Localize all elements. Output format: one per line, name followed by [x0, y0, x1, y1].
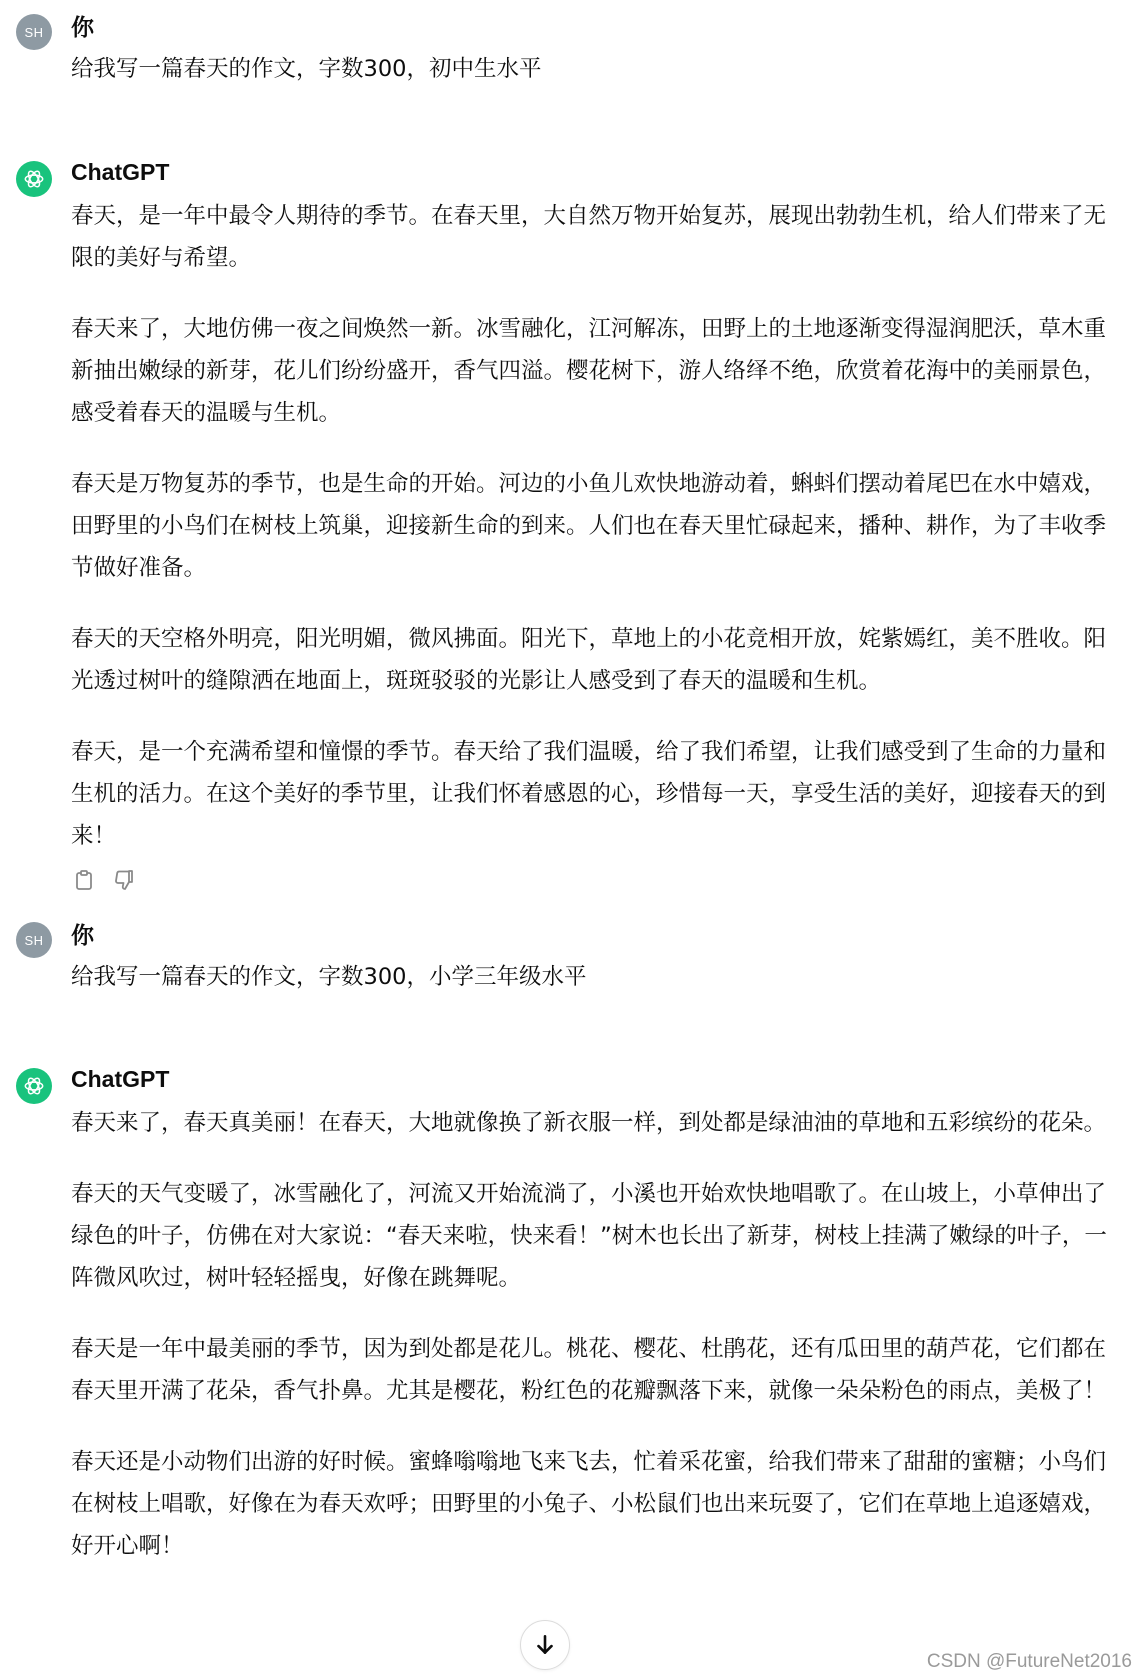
- user-message: [16, 14, 1108, 84]
- message-author: 你: [71, 14, 94, 40]
- message-body: [71, 48, 1108, 90]
- watermark: CSDN @FutureNet2016: [926, 1651, 1132, 1672]
- message-body: [71, 956, 1108, 998]
- message-author: 你: [71, 922, 94, 948]
- thumbs-down-icon: [112, 868, 136, 892]
- message-paragraph: 春天是一年中最美丽的季节，因为到处都是花儿。桃花、樱花、杜鹃花，还有瓜田里的葫芦花，它们都在春天里开满了花朵，香气扑鼻。尤其是樱花，粉红色的花瓣飘落下来，就像一朵朵粉色的雨点，美极了！: [71, 1336, 1107, 1404]
- chatgpt-logo-icon: [21, 166, 47, 192]
- thumbs-down-button[interactable]: [112, 868, 136, 892]
- scroll-to-bottom-button[interactable]: [520, 1620, 570, 1670]
- message-author: ChatGPT: [71, 1066, 170, 1092]
- message-actions: [72, 868, 136, 892]
- arrow-down-icon: [532, 1632, 558, 1658]
- user-message: [16, 922, 1108, 992]
- message-paragraph: 春天来了，大地仿佛一夜之间焕然一新。冰雪融化，江河解冻，田野上的土地逐渐变得湿润肥沃，草木重新抽出嫩绿的新芽，花儿们纷纷盛开，香气四溢。樱花树下，游人络绎不绝，欣赏着花海中的美丽景色，感受着春天的温暖与生机。: [71, 316, 1107, 426]
- assistant-avatar: [16, 161, 52, 197]
- chatgpt-logo-icon: [21, 1073, 47, 1099]
- message-author: ChatGPT: [71, 159, 170, 185]
- copy-button[interactable]: [72, 868, 96, 892]
- message-paragraph: 春天的天空格外明亮，阳光明媚，微风拂面。阳光下，草地上的小花竞相开放，姹紫嫣红，美不胜收。阳光透过树叶的缝隙洒在地面上，斑斑驳驳的光影让人感受到了春天的温暖和生机。: [71, 626, 1107, 694]
- message-paragraph: 春天，是一个充满希望和憧憬的季节。春天给了我们温暖，给了我们希望，让我们感受到了生命的力量和生机的活力。在这个美好的季节里，让我们怀着感恩的心，珍惜每一天，享受生活的美好，迎接春天的到来！: [71, 739, 1107, 849]
- message-body: [71, 1102, 1108, 1567]
- user-avatar: SH: [16, 14, 52, 50]
- message-paragraph: 给我写一篇春天的作文，字数300，初中生水平: [71, 56, 542, 82]
- message-paragraph: 春天是万物复苏的季节，也是生命的开始。河边的小鱼儿欢快地游动着，蝌蚪们摆动着尾巴在水中嬉戏，田野里的小鸟们在树枝上筑巢，迎接新生命的到来。人们也在春天里忙碌起来，播种、耕作，为了丰收季节做好准备。: [71, 471, 1107, 581]
- message-body: [71, 195, 1108, 857]
- message-paragraph: 春天，是一年中最令人期待的季节。在春天里，大自然万物开始复苏，展现出勃勃生机，给人们带来了无限的美好与希望。: [71, 203, 1107, 271]
- copy-icon: [72, 868, 96, 892]
- message-paragraph: 春天来了，春天真美丽！在春天，大地就像换了新衣服一样，到处都是绿油油的草地和五彩缤纷的花朵。: [71, 1110, 1107, 1136]
- message-paragraph: 春天的天气变暖了，冰雪融化了，河流又开始流淌了，小溪也开始欢快地唱歌了。在山坡上，小草伸出了绿色的叶子，仿佛在对大家说：“春天来啦，快来看！”树木也长出了新芽，树枝上挂满了嫩绿的叶子，一阵微风吹过，树叶轻轻摇曳，好像在跳舞呢。: [71, 1181, 1107, 1291]
- assistant-avatar: [16, 1068, 52, 1104]
- user-avatar: SH: [16, 922, 52, 958]
- assistant-message: [16, 159, 1108, 859]
- message-paragraph: 春天还是小动物们出游的好时候。蜜蜂嗡嗡地飞来飞去，忙着采花蜜，给我们带来了甜甜的蜜糖；小鸟们在树枝上唱歌，好像在为春天欢呼；田野里的小兔子、小松鼠们也出来玩耍了，它们在草地上追逐嬉戏，好开心啊！: [71, 1449, 1107, 1559]
- assistant-message: [16, 1066, 1108, 1680]
- message-paragraph: 给我写一篇春天的作文，字数300，小学三年级水平: [71, 964, 587, 990]
